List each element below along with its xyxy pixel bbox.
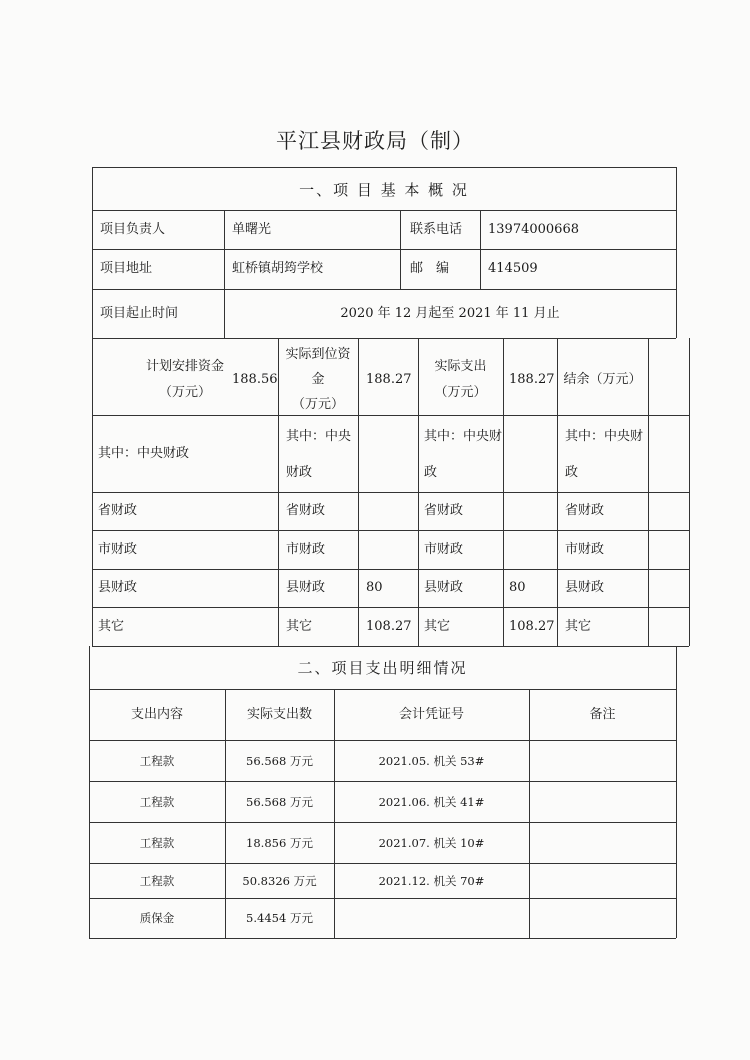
spent-label-line2: （万元） — [434, 385, 487, 400]
leader-value: 单曙光 — [232, 222, 272, 237]
row-content: 质保金 — [139, 911, 175, 925]
province-label-spent: 省财政 — [424, 503, 464, 518]
row-voucher: 2021.07. 机关 10# — [378, 836, 485, 850]
header-amount: 实际支出数 — [246, 707, 312, 722]
province-label-actual: 省财政 — [286, 503, 326, 518]
row-amount: 56.568 万元 — [246, 754, 313, 768]
row-content: 工程款 — [139, 836, 175, 850]
row-voucher: 2021.06. 机关 41# — [378, 795, 485, 809]
row-content: 工程款 — [139, 754, 175, 768]
central-label-balance-line2: 政 — [565, 465, 579, 480]
address-value: 虹桥镇胡筠学校 — [232, 261, 324, 276]
central-label-actual-line1: 其中：中央 — [286, 429, 352, 444]
central-label-balance-line1: 其中：中央财 — [565, 429, 644, 444]
other-label-actual: 其它 — [286, 619, 313, 634]
row-voucher: 2021.12. 机关 70# — [378, 874, 485, 888]
document-title: 平江县财政局（制） — [276, 129, 474, 153]
other-spent-value: 108.27 — [509, 619, 555, 634]
county-label: 县财政 — [98, 580, 138, 595]
postcode-value: 414509 — [488, 261, 538, 276]
central-label-actual-line2: 财政 — [286, 465, 313, 480]
period-value: 2020 年 12 月起至 2021 年 11 月止 — [340, 306, 560, 321]
phone-label: 联系电话 — [410, 222, 463, 237]
address-label: 项目地址 — [100, 261, 153, 276]
city-label: 市财政 — [98, 542, 138, 557]
phone-value: 13974000668 — [488, 222, 579, 237]
row-amount: 56.568 万元 — [246, 795, 313, 809]
postcode-label: 邮 编 — [410, 261, 450, 276]
row-amount: 5.4454 万元 — [246, 911, 313, 925]
header-content: 支出内容 — [130, 707, 183, 722]
city-label-actual: 市财政 — [286, 542, 326, 557]
central-label: 其中：中央财政 — [98, 446, 190, 461]
other-actual-value: 108.27 — [366, 619, 412, 634]
balance-label: 结余（万元） — [563, 372, 642, 387]
planned-value: 188.56 — [232, 372, 278, 387]
planned-label-line1: 计划安排资金 — [145, 359, 224, 374]
other-label-spent: 其它 — [424, 619, 451, 634]
province-label-balance: 省财政 — [565, 503, 605, 518]
central-label-spent-line1: 其中：中央财 — [424, 429, 503, 444]
city-label-balance: 市财政 — [565, 542, 605, 557]
actual-label-line1: 实际到位资 — [285, 347, 351, 362]
central-label-spent-line2: 政 — [424, 465, 438, 480]
spent-label-line1: 实际支出 — [434, 359, 487, 374]
other-label-balance: 其它 — [565, 619, 592, 634]
row-amount: 50.8326 万元 — [242, 874, 317, 888]
county-label-balance: 县财政 — [565, 580, 605, 595]
section2-heading: 二、项目支出明细情况 — [297, 659, 468, 677]
row-amount: 18.856 万元 — [246, 836, 313, 850]
header-note: 备注 — [589, 707, 616, 722]
row-voucher: 2021.05. 机关 53# — [378, 754, 485, 768]
leader-label: 项目负责人 — [100, 222, 166, 237]
county-label-spent: 县财政 — [424, 580, 464, 595]
section1-heading: 一、项 目 基 本 概 况 — [299, 181, 469, 199]
other-label: 其它 — [98, 619, 125, 634]
actual-label-line3: （万元） — [291, 397, 344, 412]
planned-label-line2: （万元） — [158, 385, 211, 400]
header-voucher: 会计凭证号 — [398, 707, 464, 722]
actual-label-line2: 金 — [311, 372, 325, 387]
city-label-spent: 市财政 — [424, 542, 464, 557]
row-content: 工程款 — [139, 874, 175, 888]
province-label: 省财政 — [98, 503, 138, 518]
county-actual-value: 80 — [366, 580, 383, 595]
county-label-actual: 县财政 — [286, 580, 326, 595]
row-content: 工程款 — [139, 795, 175, 809]
period-label: 项目起止时间 — [100, 306, 179, 321]
county-spent-value: 80 — [509, 580, 526, 595]
spent-value: 188.27 — [509, 372, 555, 387]
actual-value: 188.27 — [366, 372, 412, 387]
